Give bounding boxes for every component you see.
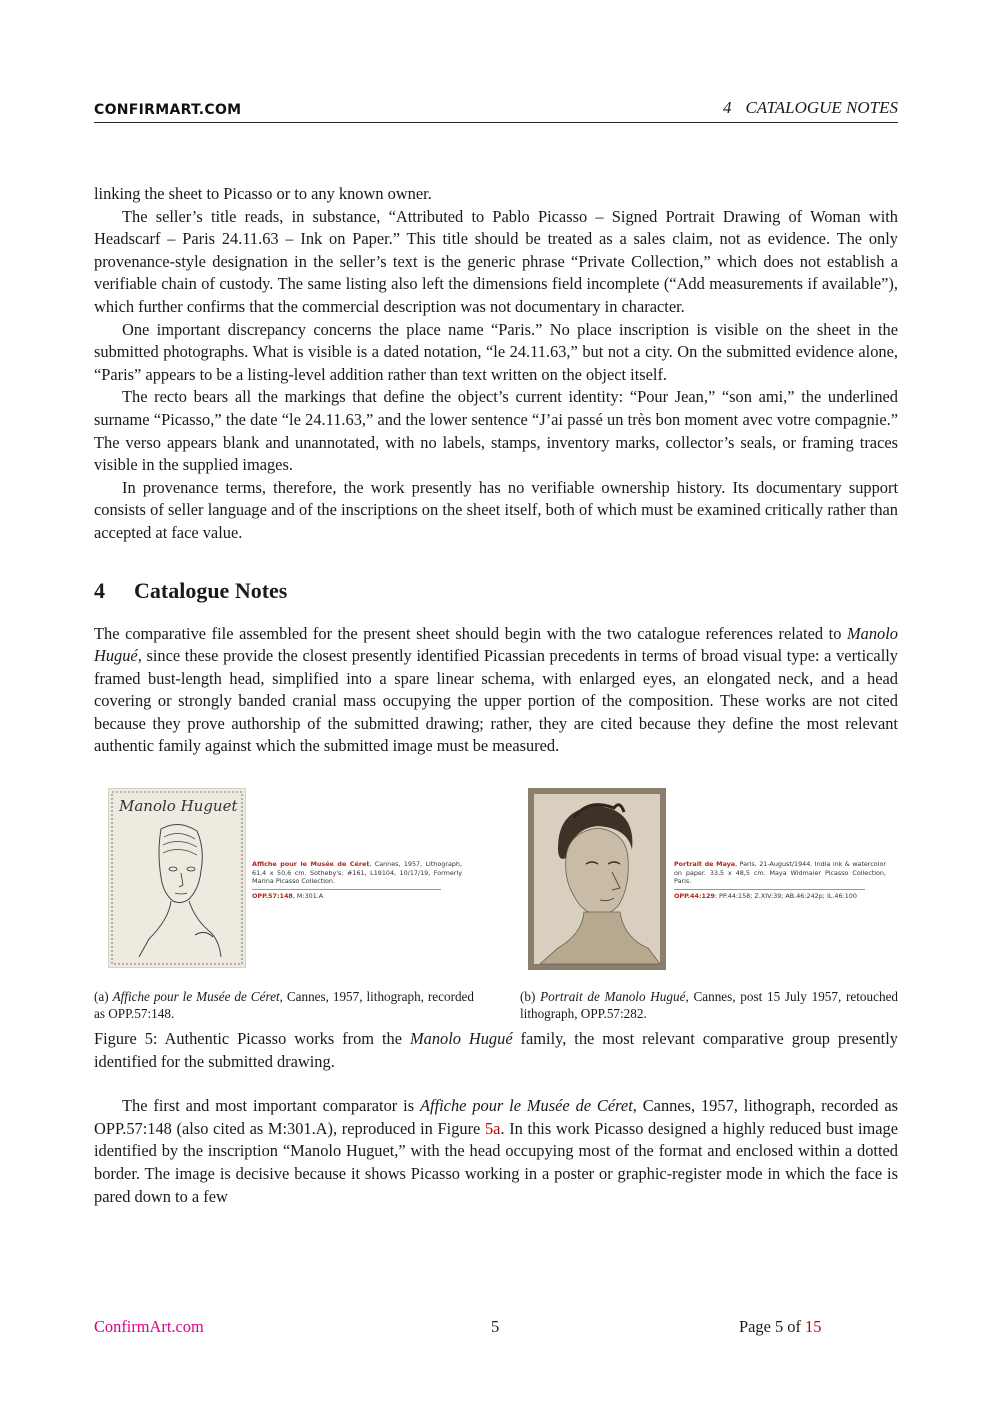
paragraph: The recto bears all the markings that define the object’s current identity: “Pour Jean,” “son ami,” the underlined surname “Picasso,” the date “le 24.11.63,” and the lower sentence “J’ai passé un très bon moment avec votre compagnie.” The verso appears blank and unannotated, with no labels, stamps, inventory marks, collector’s seals, or framing traces visible in the supplied images. bbox=[94, 387, 898, 475]
subcaption-title: Portrait de Manolo Hugué bbox=[540, 989, 686, 1005]
text-run: Manolo Hugué bbox=[409, 1029, 513, 1049]
subcaption-tag: (a) bbox=[94, 989, 109, 1005]
label-ref-text: , M:301.A bbox=[292, 891, 324, 900]
text-run: Figure 5: Authentic Picasso works from the bbox=[94, 1029, 410, 1049]
paragraph: linking the sheet to Picasso or to any known owner. bbox=[94, 184, 432, 203]
running-head-title: CATALOGUE NOTES bbox=[745, 98, 898, 117]
label-ref-text: : PP.44:158; Z.XIV:39; AB.46:242p; IL.46:100 bbox=[714, 891, 857, 900]
lithograph-thumbnail bbox=[108, 788, 246, 968]
section-title: Catalogue Notes bbox=[134, 577, 288, 603]
label-ref: OPP.57:148 bbox=[252, 891, 293, 900]
subcaption-a bbox=[94, 988, 474, 1022]
text-run: The comparative file assembled for the present sheet should begin with the two catalogue references related to bbox=[94, 623, 847, 643]
label-title: Portrait de Maya bbox=[674, 860, 736, 869]
footer-page-number: 5 bbox=[491, 1317, 500, 1336]
text-run: The first and most important comparator is bbox=[122, 1096, 420, 1116]
logo: CONFIRMART.COM bbox=[94, 102, 242, 118]
catalogue-label-a bbox=[252, 860, 462, 900]
subcaption-text: , Cannes, 1957, lithograph, recorded as OPP.57:148. bbox=[94, 989, 474, 1022]
section-intro bbox=[94, 623, 898, 759]
subcaption-title: Affiche pour le Musée de Céret bbox=[112, 989, 280, 1005]
thumb-inscription: Manolo Huguet bbox=[119, 797, 238, 816]
footer-site-link[interactable]: ConfirmArt.com bbox=[94, 1317, 204, 1336]
subfigure-a-image bbox=[94, 788, 474, 978]
subcaption-tag: (b) bbox=[520, 989, 536, 1005]
paragraph: The seller’s title reads, in substance, “Attributed to Pablo Picasso – Signed Portrait Drawing of Woman with Headscarf – Paris 24.11.63 – Ink on Paper.” This title should be treated as a sales claim, not as evidence. The only provenance-style designation in the seller’s text is the generic phrase “Private Collection,” which does not establish a verifiable chain of custody. The same listing also left the dimensions field incomplete (“Add measurements if available”), which further confirms that the commercial description was not documentary in character. bbox=[94, 206, 898, 316]
running-head bbox=[723, 98, 898, 118]
subcaption-b bbox=[520, 988, 898, 1022]
subfigure-a bbox=[94, 788, 474, 1022]
text-run: , since these provide the closest presently identified Picassian precedents in terms of broad visual type: a vertically framed bust-length head, simplified into a spare linear schema, with enlarged eyes, an elongated neck, and a head covering or strongly banded cranial mass occupying the upper portion of the composition. These works are not cited because they prove authorship of the submitted drawing; rather, they are cited because they define the most relevant authentic family against which the submitted image must be measured. bbox=[94, 646, 898, 756]
section-number: 4 bbox=[94, 577, 105, 603]
page-label: Page 5 of bbox=[739, 1317, 806, 1336]
label-text: , Cannes, 1957, Lithograph, 61,4 x 50,6 cm. Sotheby's: #161, L19104, 10/17/19, Formerly Marina Picasso Collection. bbox=[252, 860, 463, 886]
subcaption-text: , Cannes, post 15 July 1957, retouched lithograph, OPP.57:282. bbox=[520, 989, 899, 1022]
figure-reference-link[interactable]: 5a bbox=[484, 1118, 501, 1138]
paragraph: In provenance terms, therefore, the work presently has no verifiable ownership history. Its documentary support consists of seller language and of the inscriptions on the sheet itself, both of which must be examined critically rather than accepted at face value. bbox=[94, 477, 898, 542]
text-run: Affiche pour le Musée de Céret bbox=[420, 1096, 633, 1116]
figure-caption bbox=[94, 1028, 898, 1073]
subfigure-b-image bbox=[520, 788, 898, 978]
catalogue-label-b bbox=[674, 860, 886, 900]
label-divider bbox=[252, 889, 441, 890]
label-divider bbox=[674, 889, 865, 890]
footer-page-count bbox=[739, 1317, 821, 1337]
page-header bbox=[94, 98, 898, 123]
body-text bbox=[94, 183, 898, 1208]
text-run: . In this work Picasso designed a highly reduced bust image identified by the inscription “Manolo Huguet,” with the head occupying most of the format and enclosed within a dotted border. The image is decisive because it shows Picasso working in a poster or graphic-register mode in which the face is pared down to a few bbox=[94, 1118, 899, 1206]
portrait-thumbnail bbox=[528, 788, 666, 970]
text-run: family, the most relevant comparative group presently identified for the submitted drawing. bbox=[94, 1029, 898, 1071]
label-text: , Paris, 21-August/1944. India ink & watercolor on paper. 33,5 x 48,5 cm. Maya Widmaier Picasso Collection, Paris. bbox=[674, 860, 886, 886]
paragraph: One important discrepancy concerns the place name “Paris.” No place inscription is visible on the sheet in the submitted photographs. What is visible is a dated notation, “le 24.11.63,” but not a city. On the submitted evidence alone, “Paris” appears to be a listing-level addition rather than text written on the object itself. bbox=[94, 319, 898, 384]
page-footer bbox=[94, 1317, 898, 1337]
closing-paragraph bbox=[94, 1095, 898, 1208]
text-run: Manolo Hugué bbox=[94, 623, 898, 666]
total-pages-link[interactable]: 15 bbox=[805, 1317, 822, 1336]
figure-5 bbox=[94, 788, 898, 1028]
text-run: , Cannes, 1957, lithograph, recorded as OPP.57:148 (also cited as M:301.A), reproduced in Figure bbox=[94, 1096, 899, 1138]
section-heading bbox=[94, 577, 898, 605]
label-ref: OPP.44:129 bbox=[674, 891, 715, 900]
running-head-number: 4 bbox=[722, 98, 732, 117]
subfigure-b bbox=[520, 788, 898, 1022]
label-title: Affiche pour le Musée de Céret bbox=[252, 860, 370, 869]
